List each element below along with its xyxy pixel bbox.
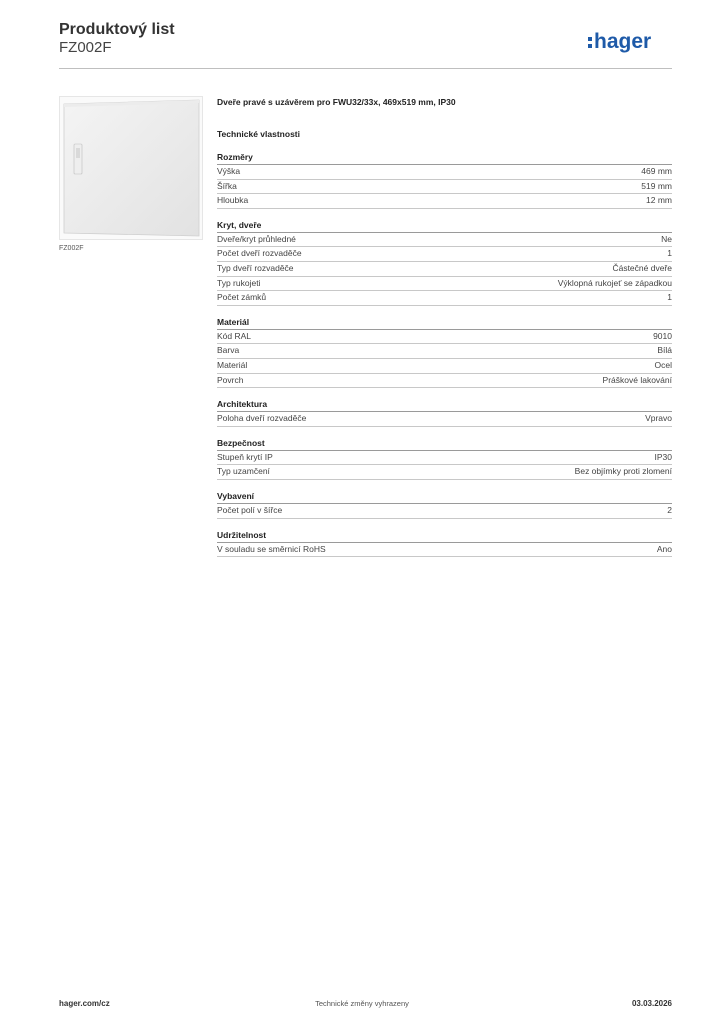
spec-value: Vpravo [645, 413, 672, 424]
section-title: Kryt, dveře [217, 219, 672, 233]
spec-value: 519 mm [641, 180, 672, 191]
section-title: Architektura [217, 398, 672, 412]
spec-label: Stupeň krytí IP [217, 451, 273, 462]
spec-row [217, 374, 672, 389]
spec-label: Výška [217, 166, 241, 176]
spec-row [217, 504, 672, 519]
spec-value: 1 [667, 292, 672, 303]
spec-label: Kód RAL [217, 330, 252, 341]
page-title: Produktový list [59, 21, 175, 38]
section-dimensions [217, 151, 672, 209]
spec-value: Ocel [654, 359, 672, 370]
section-material [217, 316, 672, 388]
footer-date: 03.03.2026 [631, 999, 672, 1008]
spec-label: V souladu se směrnicí RoHS [217, 543, 326, 554]
hager-logo-mark [588, 28, 672, 56]
spec-row [217, 277, 672, 292]
spec-label: Počet zámků [217, 292, 267, 303]
spec-label: Hloubka [217, 195, 249, 206]
spec-label: Povrch [217, 374, 244, 385]
spec-row [217, 194, 672, 209]
spec-value: Částečné dveře [612, 262, 672, 273]
product-description: Dveře pravé s uzávěrem pro FWU32/33x, 469x519 mm, IP30 [217, 97, 456, 107]
section-architecture [217, 398, 672, 427]
section-title: Materiál [217, 316, 672, 330]
technical-properties-title: Technické vlastnosti [217, 129, 300, 139]
spec-label: Typ rukojeti [217, 277, 261, 288]
spec-label: Počet dveří rozvaděče [217, 248, 302, 259]
spec-value: 1 [667, 248, 672, 259]
section-equipment [217, 490, 672, 519]
product-code: FZ002F [59, 39, 112, 56]
spec-value: Bílá [657, 345, 672, 356]
logo-text: hager [594, 30, 652, 53]
section-safety [217, 437, 672, 480]
spec-row [217, 543, 672, 558]
section-title: Rozměry [217, 151, 672, 165]
spec-row [217, 359, 672, 374]
spec-value: Práškové lakování [602, 374, 672, 385]
spec-value: Výklopná rukojeť se západkou [557, 277, 672, 288]
spec-value: 2 [667, 504, 672, 515]
spec-label: Typ dveří rozvaděče [217, 262, 294, 273]
section-title: Bezpečnost [217, 437, 672, 451]
footer-url[interactable]: hager.com/cz [59, 999, 110, 1008]
spec-label: Poloha dveří rozvaděče [217, 413, 307, 424]
spec-value: Ne [661, 233, 672, 244]
spec-row [217, 465, 672, 480]
spec-value: Ano [656, 543, 672, 554]
spec-label: Dveře/kryt průhledné [217, 233, 296, 244]
spec-value: IP30 [654, 451, 672, 462]
footer-note: Technické změny vyhrazeny [315, 999, 409, 1008]
section-title: Vybavení [217, 490, 672, 504]
spec-label: Šířka [217, 180, 237, 191]
spec-value: 9010 [653, 330, 672, 341]
spec-row [217, 233, 672, 248]
spec-row [217, 247, 672, 262]
spec-row [217, 451, 672, 466]
spec-label: Barva [217, 345, 240, 356]
image-caption: FZ002F [59, 245, 84, 252]
section-cover-door [217, 219, 672, 306]
spec-value: 469 mm [641, 166, 672, 176]
spec-value: 12 mm [646, 195, 672, 206]
spec-label: Typ uzamčení [217, 466, 270, 477]
spec-row [217, 180, 672, 195]
spec-row [217, 165, 672, 180]
spec-value: Bez objímky proti zlomení [574, 466, 672, 477]
spec-row [217, 262, 672, 277]
spec-row [217, 344, 672, 359]
spec-row [217, 291, 672, 306]
spec-label: Počet polí v šířce [217, 504, 283, 515]
spec-row [217, 330, 672, 345]
section-title: Udržitelnost [217, 529, 672, 543]
product-image [59, 96, 203, 240]
section-sustainability [217, 529, 672, 558]
spec-row [217, 412, 672, 427]
spec-label: Materiál [217, 359, 248, 370]
hager-logo [588, 28, 672, 56]
header-divider [59, 68, 672, 69]
product-details [217, 95, 672, 557]
